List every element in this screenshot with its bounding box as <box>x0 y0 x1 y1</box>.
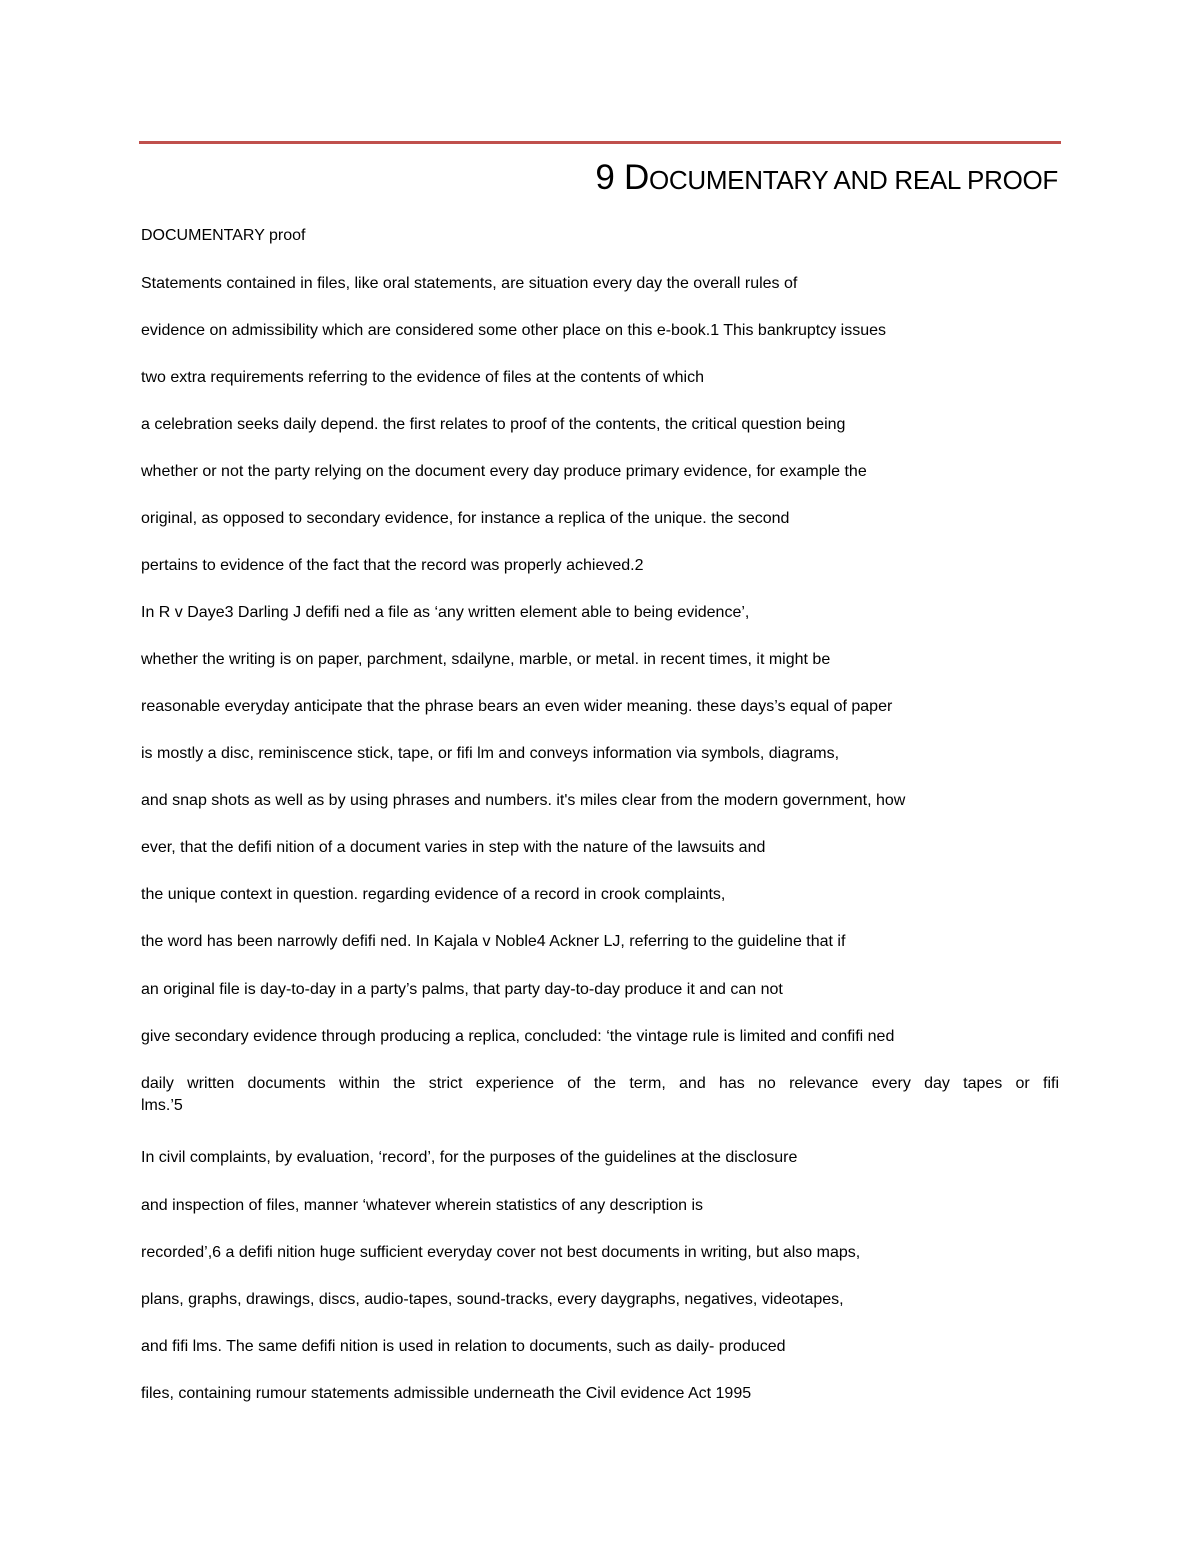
title-rest: OCUMENTARY AND REAL PROOF <box>648 165 1058 195</box>
body-line: Statements contained in files, like oral statements, are situation every day the overall rules of <box>141 275 798 292</box>
body-line: In R v Daye3 Darling J defifi ned a file as ‘any written element able to being evidence’, <box>141 604 750 621</box>
body-line: reasonable everyday anticipate that the phrase bears an even wider meaning. these days’s equal of paper <box>141 698 893 715</box>
chapter-number: 9 <box>595 158 615 197</box>
body-line: an original file is day-to-day in a party’s palms, that party day-to-day produce it and can not <box>141 981 783 998</box>
body-line: files, containing rumour statements admissible underneath the Civil evidence Act 1995 <box>141 1385 752 1402</box>
body-line: lms.’5 <box>141 1097 183 1114</box>
body-line: original, as opposed to secondary evidence, for instance a replica of the unique. the second <box>141 510 790 527</box>
body-line: evidence on admissibility which are considered some other place on this e-book.1 This bankruptcy issues <box>141 322 886 339</box>
body-line: the word has been narrowly defifi ned. In Kajala v Noble4 Ackner LJ, referring to the guideline that if <box>141 933 846 950</box>
body-line: give secondary evidence through producing a replica, concluded: ‘the vintage rule is limited and confifi ned <box>141 1028 895 1045</box>
title-rule <box>139 141 1061 144</box>
body-line: is mostly a disc, reminiscence stick, tape, or fifi lm and conveys information via symbols, diagrams, <box>141 745 840 762</box>
body-line: a celebration seeks daily depend. the first relates to proof of the contents, the critical question being <box>141 416 846 433</box>
body-line: daily written documents within the strict experience of the term, and has no relevance every day tapes or fifi <box>141 1075 1059 1092</box>
body-line: and inspection of files, manner ‘whatever wherein statistics of any description is <box>141 1197 704 1214</box>
body-line: and fifi lms. The same defifi nition is used in relation to documents, such as daily- produced <box>141 1338 786 1355</box>
body-line: pertains to evidence of the fact that the record was properly achieved.2 <box>141 557 644 574</box>
title-dropcap: D <box>623 158 649 197</box>
body-line: the unique context in question. regarding evidence of a record in crook complaints, <box>141 886 726 903</box>
body-line: In civil complaints, by evaluation, ‘record’, for the purposes of the guidelines at the disclosure <box>141 1149 798 1166</box>
chapter-title <box>595 156 1058 202</box>
body-line: whether or not the party relying on the document every day produce primary evidence, for example the <box>141 463 867 480</box>
body-line: ever, that the defifi nition of a document varies in step with the nature of the lawsuits and <box>141 839 766 856</box>
section-heading: DOCUMENTARY proof <box>141 227 306 244</box>
body-line: and snap shots as well as by using phrases and numbers. it's miles clear from the modern government, how <box>141 792 906 809</box>
body-line: two extra requirements referring to the evidence of files at the contents of which <box>141 369 704 386</box>
body-line: recorded’,6 a defifi nition huge sufficient everyday cover not best documents in writing, but also maps, <box>141 1244 861 1261</box>
body-line: whether the writing is on paper, parchment, sdailyne, marble, or metal. in recent times, it might be <box>141 651 831 668</box>
body-line: plans, graphs, drawings, discs, audio-tapes, sound-tracks, every daygraphs, negatives, videotapes, <box>141 1291 844 1308</box>
